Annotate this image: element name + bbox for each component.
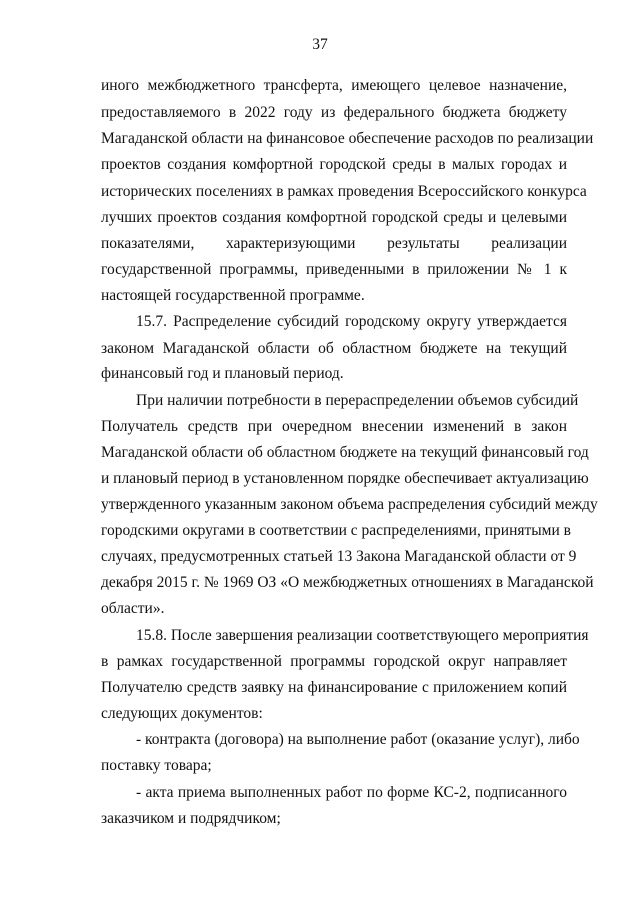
text-line: поставку товара;	[101, 757, 212, 774]
text-line: - контракта (договора) на выполнение работ (оказание услуг), либо	[136, 731, 580, 748]
text-line: Получателю средств заявку на финансирование с приложением копий	[101, 679, 567, 696]
text-line: - акта приема выполненных работ по форме КС-2, подписанного	[136, 784, 567, 801]
text-line: лучших проектов создания комфортной городской среды и целевыми	[101, 209, 567, 226]
text-line: и плановый период в установленном порядке обеспечивает актуализацию	[101, 470, 589, 487]
text-line: Магаданской области на финансовое обеспечение расходов по реализации	[101, 130, 594, 147]
text-line: проектов создания комфортной городской среды в малых городах и	[101, 156, 567, 173]
text-line: утвержденного указанным законом объема распределения субсидий между	[101, 496, 598, 513]
text-line: государственной программы, приведенными в приложении № 1 к	[101, 261, 567, 278]
page-number: 37	[312, 36, 328, 53]
text-line: заказчиком и подрядчиком;	[101, 810, 281, 827]
text-line: финансовый год и плановый период.	[101, 365, 344, 382]
text-line: декабря 2015 г. № 1969 ОЗ «О межбюджетных отношениях в Магаданской	[101, 574, 594, 591]
text-line: Получатель средств при очередном внесении изменений в закон	[101, 418, 567, 435]
text-line: показателями, характеризующими результаты реализации	[101, 235, 567, 252]
text-line: предоставляемого в 2022 году из федерального бюджета бюджету	[101, 104, 567, 121]
text-line: исторических поселениях в рамках проведения Всероссийского конкурса	[101, 183, 587, 200]
text-line: 15.8. После завершения реализации соответствующего мероприятия	[136, 627, 589, 644]
text-line: области».	[101, 600, 165, 617]
text-line: Магаданской области об областном бюджете на текущий финансовый год	[101, 444, 589, 461]
text-line: в рамках государственной программы городской округ направляет	[101, 653, 567, 670]
text-line: городскими округами в соответствии с распределениями, принятыми в	[101, 522, 571, 539]
text-line: иного межбюджетного трансферта, имеющего целевое назначение,	[101, 77, 567, 94]
text-line: 15.7. Распределение субсидий городскому округу утверждается	[136, 313, 567, 330]
text-line: законом Магаданской области об областном бюджете на текущий	[101, 340, 567, 357]
text-line: случаях, предусмотренных статьей 13 Закона Магаданской области от 9	[101, 548, 577, 565]
text-line: настоящей государственной программе.	[101, 287, 365, 304]
text-line: При наличии потребности в перераспределении объемов субсидий	[136, 392, 579, 409]
text-line: следующих документов:	[101, 705, 263, 722]
